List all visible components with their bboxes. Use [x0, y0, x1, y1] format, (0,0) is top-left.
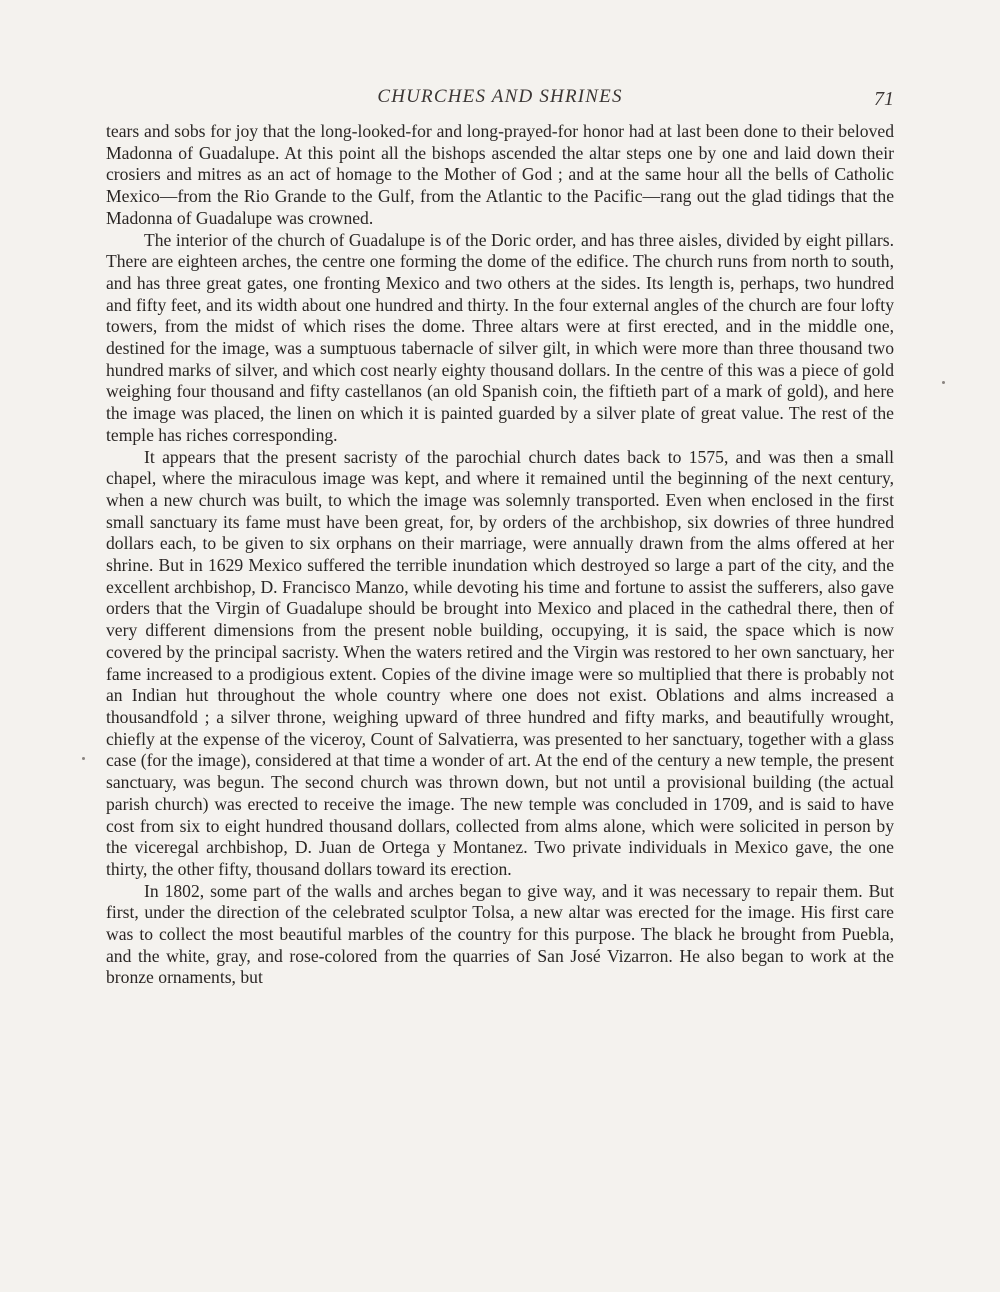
paragraph-sacristy-history: It appears that the present sacristy of the parochial church dates back to 1575, and was then a small chapel, where the miraculous image was kept, and where it remained until the beginning of the next century, when a new church was built, to which the image was solemnly transported. Even when enclosed in the first small sanctuary its fame must have been great, for, by orders of the archbishop, six dowries of three hundred dollars each, to be given to six orphans on their marriage, were annually drawn from the alms offered at her shrine. But in 1629 Mexico suffered the terrible inundation which destroyed so large a part of the city, and the excellent archbishop, D. Francisco Manzo, while devoting his time and fortune to assist the sufferers, also gave orders that the Virgin of Guadalupe should be brought into Mexico and placed in the cathedral there, then of very different dimensions from the present noble building, occupying, it is said, the space which is now covered by the principal sacristy. When the waters retired and the Virgin was restored to her own sanctuary, her fame increased to a prodigious extent. Copies of the divine image were so multiplied that there is probably not an Indian hut throughout the whole country where one does not exist. Oblations and alms increased a thousandfold ; a silver throne, weighing upward of three hundred and fifty marks, and beautifully wrought, chiefly at the expense of the viceroy, Count of Salvatierra, was presented to her sanctuary, together with a glass case (for the image), considered at that time a wonder of art. At the end of the century a new temple, the present sanctuary, was begun. The second church was thrown down, but not until a provisional building (the actual parish church) was erected to receive the image. The new temple was concluded in 1709, and is said to have cost from six to eight hundred thousand dollars, collected from alms alone, which were solicited in person by the viceregal archbishop, D. Juan de Ortega y Montanez. Two private individuals in Mexico gave, the one thirty, the other fifty, thousand dollars toward its erection.: [106, 446, 894, 879]
paper-speck: [942, 381, 945, 384]
body-text: [106, 121, 894, 989]
paper-speck: [82, 757, 85, 760]
paragraph-1802-repairs: In 1802, some part of the walls and arches began to give way, and it was necessary to repair them. But first, under the direction of the celebrated sculptor Tolsa, a new altar was erected for the image. His first care was to collect the most beautiful marbles of the country for this purpose. The black he brought from Puebla, and the white, gray, and rose-colored from the quarries of San José Vizarron. He also began to work at the bronze ornaments, but: [106, 880, 894, 988]
paragraph-continued: tears and sobs for joy that the long-looked-for and long-prayed-for honor had at last been done to their beloved Madonna of Guadalupe. At this point all the bishops ascended the altar steps one by one and laid down their crosiers and mitres as an act of homage to the Mother of God ; and at the same hour all the bells of Catholic Mexico—from the Rio Grande to the Gulf, from the Atlantic to the Pacific—rang out the glad tidings that the Madonna of Guadalupe was crowned.: [106, 121, 894, 228]
running-head: [106, 86, 894, 110]
page-number: 71: [874, 88, 894, 110]
running-title: CHURCHES AND SHRINES: [377, 86, 623, 107]
paragraph-church-interior: The interior of the church of Guadalupe is of the Doric order, and has three aisles, divided by eight pillars. There are eighteen arches, the centre one forming the dome of the edifice. The church runs from north to south, and has three great gates, one fronting Mexico and two others at the sides. Its length is, perhaps, two hundred and fifty feet, and its width about one hundred and thirty. In the four external angles of the church are four lofty towers, from the midst of which rises the dome. Three altars were at first erected, and in the middle one, destined for the image, was a sumptuous tabernacle of silver gilt, in which were more than three thousand two hundred marks of silver, and which cost nearly eighty thousand dollars. In the centre of this was a piece of gold weighing four thousand and fifty castellanos (an old Spanish coin, the fiftieth part of a mark of gold), and here the image was placed, the linen on which it is painted guarded by a silver plate of great value. The rest of the temple has riches corresponding.: [106, 229, 894, 445]
